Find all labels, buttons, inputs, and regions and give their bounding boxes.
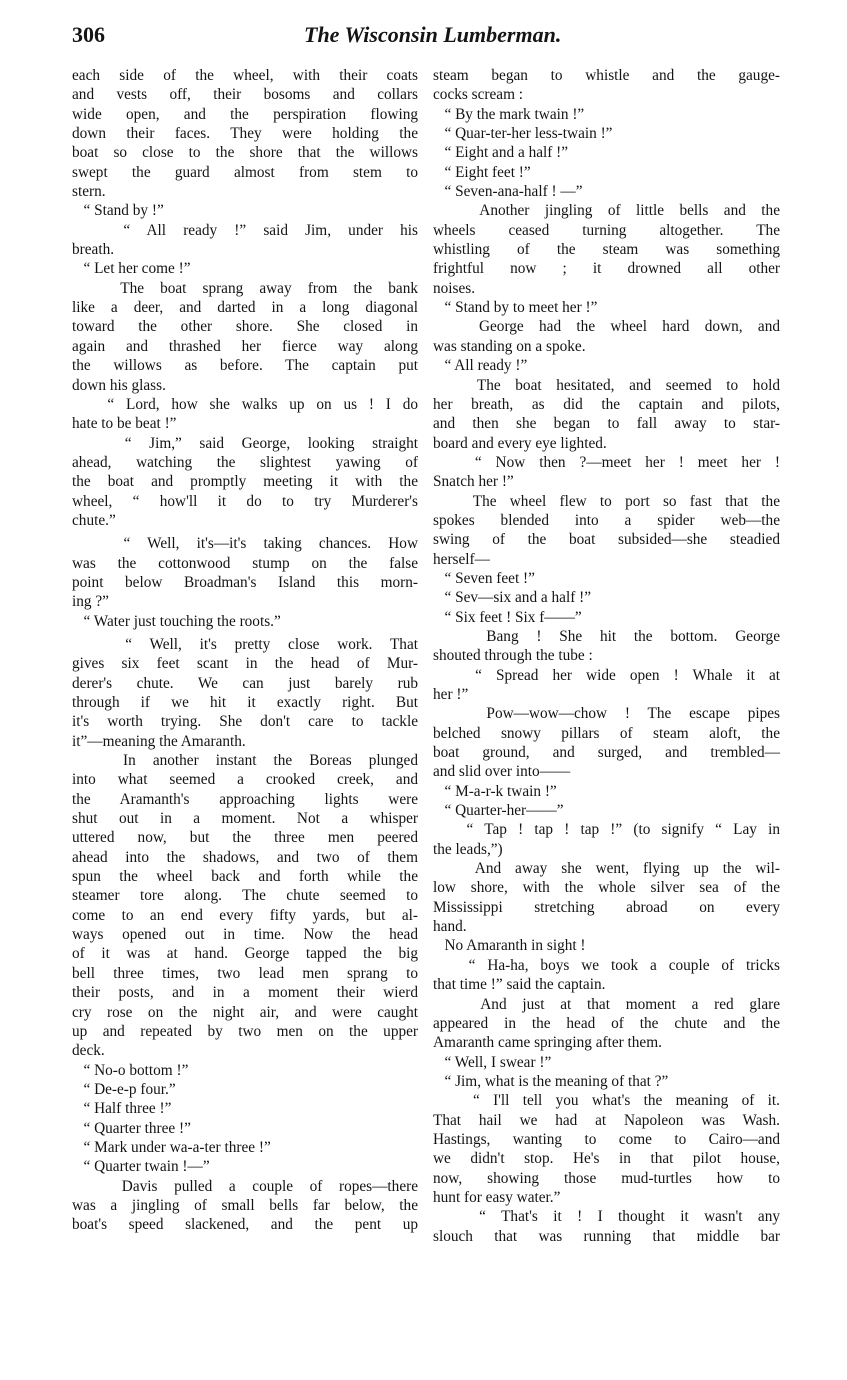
- text-line: gives six feet scant in the head of Mur-: [72, 655, 418, 673]
- text-line: “ Quarter twain !—”: [72, 1158, 210, 1176]
- text-line: hunt for easy water.”: [433, 1188, 561, 1206]
- text-line: “ Stand by !”: [72, 202, 164, 220]
- text-line: boat's speed slackened, and the pent up: [72, 1216, 418, 1234]
- text-line: “ Quar-ter-her less-twain !”: [433, 125, 613, 143]
- text-line: hand.: [433, 918, 467, 936]
- text-line: “ Jim, what is the meaning of that ?”: [433, 1072, 669, 1090]
- text-line: noises.: [433, 279, 476, 297]
- text-line: now, showing those mud-turtles how to: [433, 1169, 780, 1187]
- text-line: was standing on a spoke.: [433, 337, 586, 355]
- text-line: boat ground, and surged, and trembled—: [433, 744, 780, 762]
- text-line: “ Tap ! tap ! tap !” (to signify “ Lay in: [433, 821, 780, 839]
- text-line: That hail we had at Napoleon was Wash.: [433, 1111, 780, 1129]
- text-line: the leads,”): [433, 840, 503, 858]
- page-header: [72, 22, 782, 52]
- text-line: “ Lord, how she walks up on us ! I do: [72, 395, 418, 413]
- text-line: hate to be beat !”: [72, 415, 177, 433]
- text-line: swing of the boat subsided—she steadied: [433, 531, 780, 549]
- text-line: “ Now then ?—meet her ! meet her !: [433, 453, 780, 471]
- text-line: breath.: [72, 241, 115, 259]
- text-line: Another jingling of little bells and the: [433, 202, 780, 220]
- text-line: And away she went, flying up the wil-: [433, 860, 780, 878]
- text-line: “ That's it ! I thought it wasn't any: [433, 1208, 780, 1226]
- text-line: George had the wheel hard down, and: [433, 318, 780, 336]
- text-line: wheel, “ how'll it do to try Murderer's: [72, 492, 418, 510]
- text-line: into what seemed a crooked creek, and: [72, 771, 418, 789]
- text-line: Amaranth came springing after them.: [433, 1034, 662, 1052]
- text-line: Davis pulled a couple of ropes—there: [72, 1177, 418, 1195]
- text-line: it's worth trying. She don't care to tackle: [72, 713, 418, 731]
- text-line: “ Well, I swear !”: [433, 1053, 552, 1071]
- text-line: bell three times, two lead men sprang to: [72, 964, 418, 982]
- text-line: the boat and promptly meeting it with the: [72, 473, 418, 491]
- text-line: “ Six feet ! Six f——”: [433, 608, 582, 626]
- text-line: through if we hit it exactly right. But: [72, 694, 418, 711]
- text-line: like a deer, and darted in a long diagonal: [72, 299, 418, 317]
- text-line: was a jingling of small bells far below, the: [72, 1196, 418, 1214]
- text-line: “ Half three !”: [72, 1100, 172, 1118]
- text-line: stern.: [72, 183, 106, 201]
- text-line: uttered now, but the three men peered: [72, 829, 418, 847]
- text-line: point below Broadman's Island this morn-: [72, 573, 418, 591]
- text-line: the willows as before. The captain put: [72, 357, 418, 375]
- text-line: No Amaranth in sight !: [433, 937, 586, 955]
- text-line: down his glass.: [72, 376, 166, 394]
- text-line: steamer tore along. The chute seemed to: [72, 887, 418, 905]
- text-line: steam began to whistle and the gauge-: [433, 67, 780, 84]
- text-line: “ Mark under wa-a-ter three !”: [72, 1138, 271, 1156]
- text-line: her !”: [433, 686, 469, 703]
- text-line: the Aramanth's approaching lights were: [72, 790, 418, 808]
- text-line: “ Eight feet !”: [433, 163, 531, 181]
- text-line: deck.: [72, 1042, 105, 1060]
- text-line: “ Jim,” said George, looking straight: [72, 434, 418, 452]
- text-line: we didn't stop. He's in that pilot house,: [433, 1150, 780, 1168]
- text-line: Pow—wow—chow ! The escape pipes: [433, 705, 780, 723]
- text-line: board and every eye lighted.: [433, 434, 607, 452]
- text-line: spokes blended into a spider web—the: [433, 511, 780, 529]
- text-line: “ De-e-p four.”: [72, 1080, 176, 1098]
- text-line: “ Let her come !”: [72, 260, 191, 278]
- text-line: slouch that was running that middle bar: [433, 1227, 780, 1245]
- text-line: frightful now ; it drowned all other: [433, 260, 780, 278]
- text-line: “ Water just touching the roots.”: [72, 612, 281, 630]
- running-title: The Wisconsin Lumberman.: [304, 22, 562, 47]
- text-line: “ I'll tell you what's the meaning of it.: [433, 1092, 780, 1110]
- text-line: “ Quarter three !”: [72, 1119, 191, 1137]
- text-line: it”—meaning the Amaranth.: [72, 732, 246, 750]
- text-line: spun the wheel back and forth while the: [72, 868, 418, 886]
- text-line: Hastings, wanting to come to Cairo—and: [433, 1130, 780, 1148]
- text-line: belched snowy pillars of steam aloft, the: [433, 724, 780, 742]
- text-line: “ M-a-r-k twain !”: [433, 782, 557, 800]
- text-line: boat so close to the shore that the willows: [72, 144, 418, 162]
- text-line: and then she began to fall away to star-: [433, 415, 780, 433]
- text-line: cry rose on the night air, and were caught: [72, 1003, 418, 1021]
- text-line: “ Sev—six and a half !”: [433, 589, 592, 607]
- text-line: toward the other shore. She closed in: [72, 318, 418, 336]
- text-line: ing ?”: [72, 593, 109, 611]
- text-line: Snatch her !”: [433, 473, 514, 491]
- text-line: that time !” said the captain.: [433, 976, 606, 994]
- text-line: was the cottonwood stump on the false: [72, 554, 418, 572]
- text-line: her breath, as did the captain and pilots,: [433, 395, 780, 413]
- text-line: shouted through the tube :: [433, 647, 593, 665]
- text-line: ahead into the shadows, and two of them: [72, 848, 418, 866]
- text-line: The boat sprang away from the bank: [72, 279, 418, 297]
- text-line: and slid over into——: [433, 763, 571, 781]
- text-line: “ All ready !” said Jim, under his: [72, 221, 418, 239]
- text-line: “ Seven feet !”: [433, 569, 535, 587]
- text-line: chute.”: [72, 511, 116, 529]
- text-line: whistling of the steam was something: [433, 241, 780, 259]
- text-line: “ Quarter-her——”: [433, 802, 564, 820]
- text-line: The boat hesitated, and seemed to hold: [433, 376, 780, 394]
- text-line: “ No-o bottom !”: [72, 1061, 189, 1079]
- text-line: cocks scream :: [433, 86, 524, 104]
- text-line: “ Well, it's—it's taking chances. How: [72, 535, 418, 553]
- text-line: herself—: [433, 550, 490, 568]
- text-line: In another instant the Boreas plunged: [72, 752, 418, 770]
- text-line: ahead, watching the slightest yawing of: [72, 453, 418, 471]
- text-line: of it was at hand. George tapped the big: [72, 945, 418, 963]
- right-text-column: [433, 66, 780, 1246]
- text-line: The wheel flew to port so fast that the: [433, 492, 780, 510]
- text-line: their posts, and in a moment their wierd: [72, 984, 418, 1002]
- text-line: “ Well, it's pretty close work. That: [72, 635, 418, 653]
- text-line: “ Ha-ha, boys we took a couple of tricks: [433, 956, 780, 974]
- text-line: appeared in the head of the chute and the: [433, 1014, 780, 1032]
- text-line: swept the guard almost from stem to: [72, 163, 418, 181]
- text-line: again and thrashed her fierce way along: [72, 337, 418, 355]
- text-line: derer's chute. We can just barely rub: [72, 674, 418, 692]
- text-line: “ Eight and a half !”: [433, 144, 569, 162]
- text-line: Mississippi stretching abroad on every: [433, 898, 780, 916]
- text-line: each side of the wheel, with their coats: [72, 67, 418, 84]
- text-line: wide open, and the perspiration flowing: [72, 105, 418, 123]
- text-line: and vests off, their bosoms and collars: [72, 86, 418, 104]
- text-line: And just at that moment a red glare: [433, 995, 780, 1013]
- text-line: down their faces. They were holding the: [72, 125, 418, 143]
- text-line: wheels ceased turning altogether. The: [433, 221, 780, 239]
- text-line: shut out in a moment. Not a whisper: [72, 810, 418, 828]
- left-text-column: [72, 66, 418, 1235]
- text-line: “ By the mark twain !”: [433, 105, 585, 123]
- text-line: low shore, with the whole silver sea of the: [433, 879, 780, 897]
- page-number: 306: [72, 22, 105, 47]
- text-line: Bang ! She hit the bottom. George: [433, 627, 780, 645]
- text-line: come to an end every fifty yards, but al-: [72, 906, 418, 924]
- text-line: “ Spread her wide open ! Whale it at: [433, 666, 780, 684]
- text-line: “ All ready !”: [433, 357, 528, 375]
- text-line: “ Seven-ana-half ! —”: [433, 183, 583, 201]
- text-line: up and repeated by two men on the upper: [72, 1022, 418, 1040]
- text-line: ways opened out in time. Now the head: [72, 926, 418, 944]
- text-line: “ Stand by to meet her !”: [433, 299, 598, 317]
